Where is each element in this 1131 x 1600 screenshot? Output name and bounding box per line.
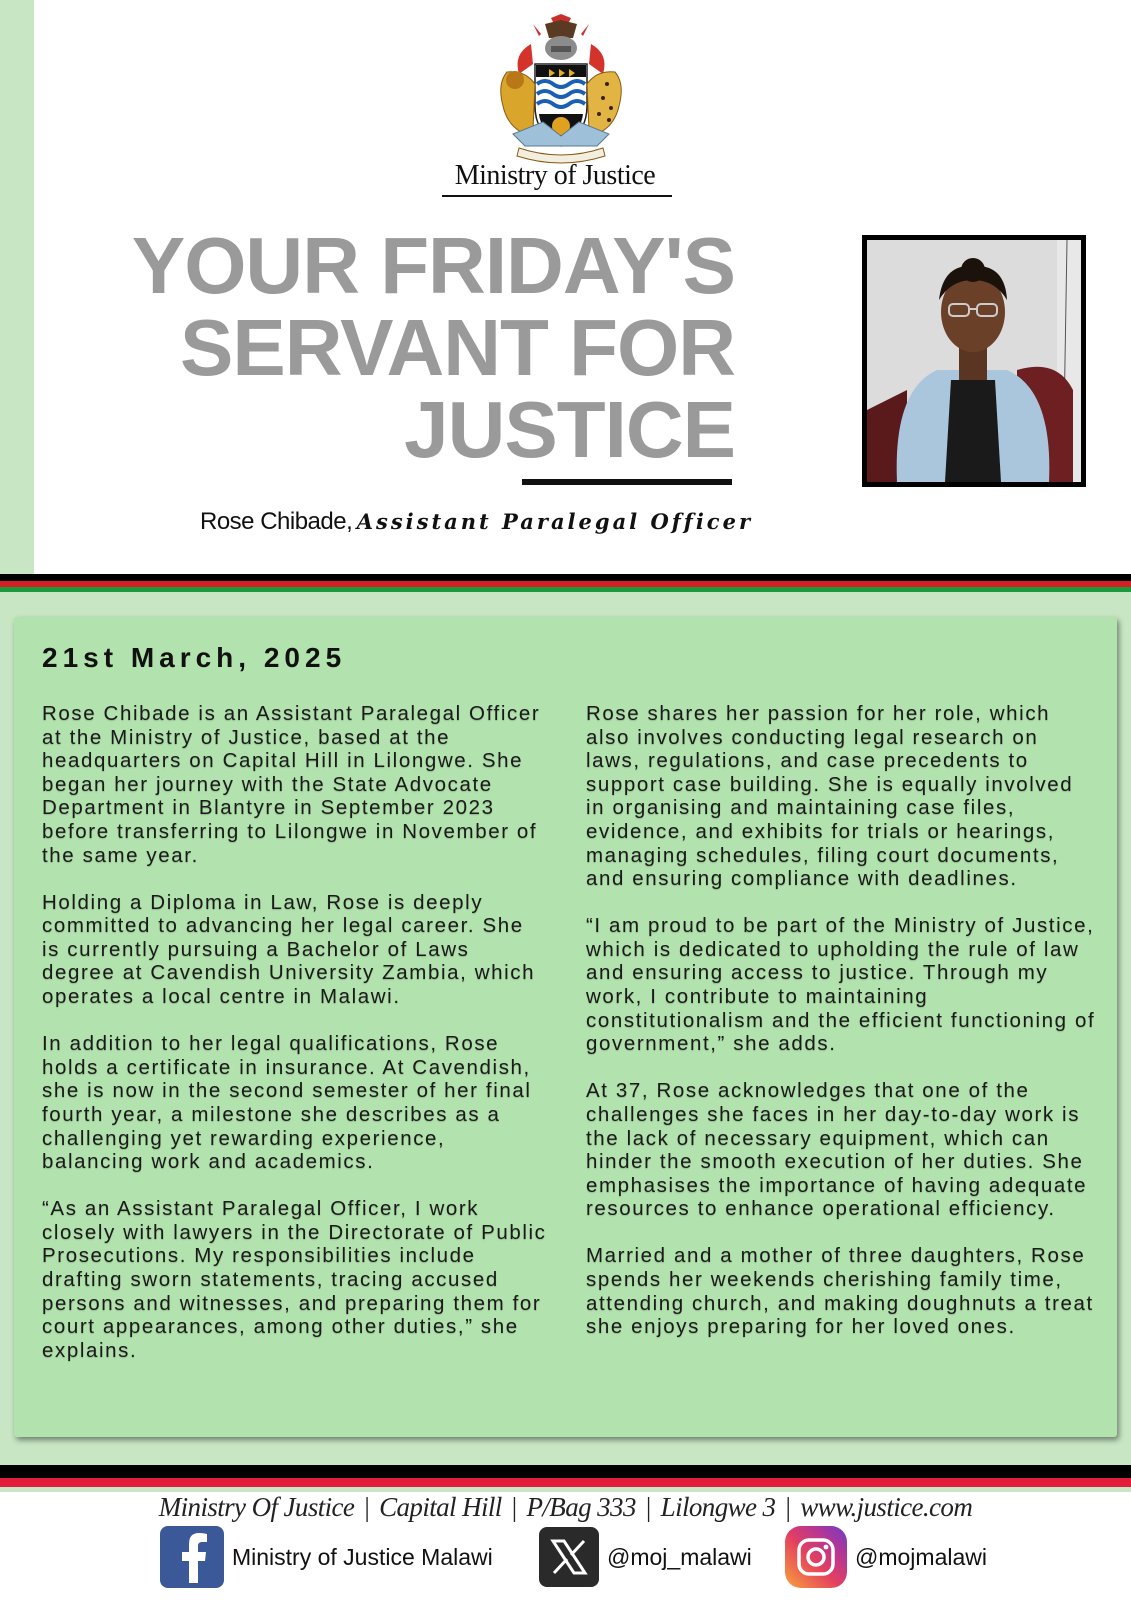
article-paragraph: In addition to her legal qualifications, Rose holds a certificate in insurance. At Cavendish, she is now in the second semester of her final fourth year, a milestone she describes as a challenging yet rewarding experience, balancing work and academics. [42, 1032, 532, 1174]
article-paragraph: Married and a mother of three daughters, Rose spends her weekends cherishing family time, attending church, and making doughnuts a treat she enjoys preparing for her loved ones. [586, 1244, 1094, 1339]
article-paragraph: At 37, Rose acknowledges that one of the challenges she faces in her day-to-day work is the lack of necessary equipment, which can hinder the smooth execution of her duties. She emphasises the importance of having adequate resources to enhance operational efficiency. [586, 1079, 1088, 1221]
article-paragraph: “As an Assistant Paralegal Officer, I work closely with lawyers in the Directorate of Public Prosecutions. My responsibilities include drafting sworn statements, tracing accused persons and witnesses, and preparing them for court appearances, among other duties,” she explains. [42, 1197, 547, 1362]
footer-bag: P/Bag 333 [526, 1492, 636, 1522]
person-name: Rose Chibade, [200, 508, 353, 535]
ministry-title-underline [442, 195, 672, 197]
facebook-link[interactable] [160, 1526, 493, 1588]
instagram-link[interactable] [785, 1526, 987, 1588]
person-role: Assistant Paralegal Officer [356, 509, 754, 534]
facebook-icon [160, 1526, 224, 1588]
headline-line-1: YOUR FRIDAY'S [131, 221, 735, 310]
headline [100, 221, 735, 474]
instagram-handle-label: @mojmalawi [855, 1543, 987, 1570]
x-handle-label: @moj_malawi [607, 1543, 752, 1570]
instagram-icon [785, 1526, 847, 1588]
headline-line-2: SERVANT FOR [180, 303, 735, 392]
footer-stripe-black [0, 1465, 1131, 1478]
x-icon [539, 1527, 599, 1587]
article-column-right [586, 702, 1098, 1362]
portrait-frame [862, 235, 1086, 487]
x-link[interactable] [539, 1526, 752, 1588]
coat-of-arms-logo [493, 14, 629, 164]
facebook-label: Ministry of Justice Malawi [232, 1543, 493, 1570]
headline-line-3: JUSTICE [404, 385, 735, 474]
article-paragraph: “I am proud to be part of the Ministry of Justice, which is dedicated to upholding the rule of law and ensuring access to justice. Through my work, I contribute to maintaining constitutionalism and the efficient functioning of government,” she adds. [586, 914, 1096, 1056]
flag-stripe-black [0, 574, 1131, 581]
footer-address: Ministry Of Justice | Capital Hill | P/Bag 333 | Lilongwe 3 | www.justice.com [158, 1492, 973, 1522]
headline-underline [522, 479, 732, 485]
footer-ministry: Ministry Of Justice [158, 1492, 355, 1522]
article-paragraph: Rose shares her passion for her role, which also involves conducting legal research on laws, regulations, and case precedents to support case building. She is equally involved in organising and maintaining case files, evidence, and exhibits for trials or hearings, managing schedules, filing court documents, and ensuring compliance with deadlines. [586, 702, 1074, 891]
footer-city: Lilongwe 3 [660, 1492, 776, 1522]
portrait-photo [867, 240, 1081, 482]
article-paragraph: Rose Chibade is an Assistant Paralegal Officer at the Ministry of Justice, based at the headquarters on Capital Hill in Lilongwe. She began her journey with the State Advocate Department in Blantyre in September 2023 before transferring to Lilongwe in November of the same year. [42, 702, 541, 867]
article-date: 21st March, 2025 [42, 642, 347, 673]
byline [200, 508, 754, 536]
article-paragraph: Holding a Diploma in Law, Rose is deeply committed to advancing her legal career. She is currently pursuing a Bachelor of Laws degree at Cavendish University Zambia, which operates a local centre in Malawi. [42, 890, 536, 1009]
left-green-strip [0, 0, 34, 574]
ministry-title: Ministry of Justice [454, 160, 656, 191]
footer-location: Capital Hill [379, 1492, 502, 1522]
footer-stripe-red [0, 1478, 1131, 1487]
footer-website-link[interactable]: www.justice.com [800, 1492, 973, 1522]
article-column-left [42, 702, 547, 1386]
